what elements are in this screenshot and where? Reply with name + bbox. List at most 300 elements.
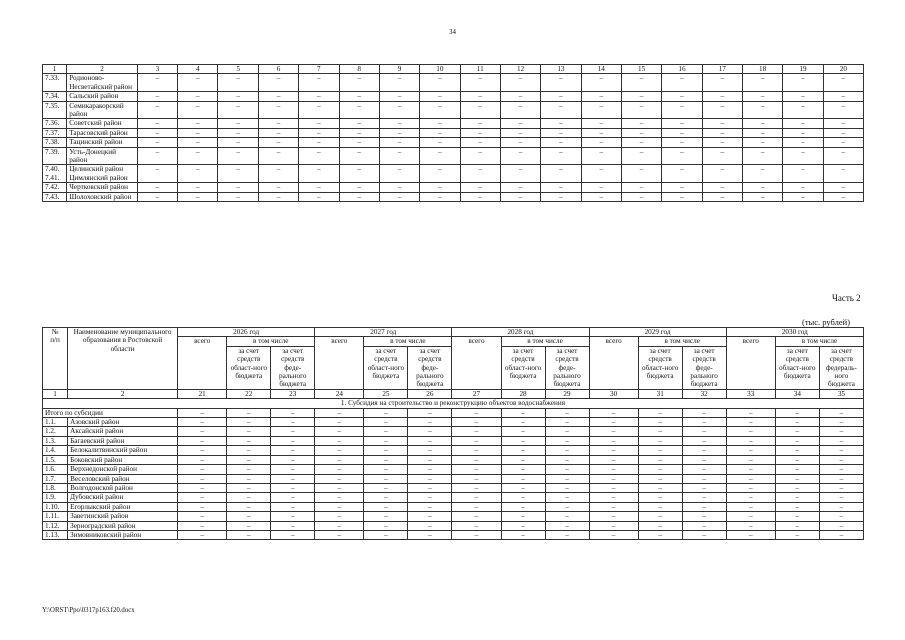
value-cell: –: [299, 128, 339, 137]
district-name: Советский район: [67, 119, 138, 128]
value-cell: –: [227, 418, 271, 427]
value-cell: –: [258, 192, 298, 201]
district-name: Азовский район: [68, 418, 178, 427]
value-cell: –: [682, 436, 726, 445]
value-cell: –: [299, 183, 339, 192]
value-cell: –: [460, 147, 500, 165]
regional-budget-header: за счет средств област-ного бюджета: [227, 346, 271, 389]
value-cell: –: [271, 455, 315, 464]
value-cell: –: [545, 418, 589, 427]
value-cell: –: [823, 183, 863, 192]
value-cell: –: [408, 436, 452, 445]
total-header: всего: [726, 337, 775, 389]
value-cell: –: [589, 483, 638, 492]
row-number: 7.38.: [43, 138, 67, 147]
value-cell: –: [581, 138, 621, 147]
col-number-cell: 1: [43, 389, 68, 398]
value-cell: –: [819, 502, 863, 511]
value-cell: –: [452, 465, 501, 474]
value-cell: –: [500, 119, 540, 128]
value-cell: –: [178, 138, 218, 147]
row-number: 1.12.: [43, 521, 68, 530]
value-cell: –: [178, 192, 218, 201]
value-cell: –: [589, 474, 638, 483]
total-header: всего: [589, 337, 638, 389]
district-name: Багаевский район: [68, 436, 178, 445]
value-cell: –: [178, 128, 218, 137]
value-cell: –: [819, 483, 863, 492]
table1-header-cell: 13: [541, 65, 581, 74]
value-cell: –: [726, 474, 775, 483]
value-cell: –: [819, 521, 863, 530]
value-cell: –: [178, 74, 218, 92]
value-cell: –: [589, 455, 638, 464]
value-cell: –: [589, 408, 638, 417]
year-header: 2030 год: [726, 328, 863, 337]
col-number-cell: 27: [452, 389, 501, 398]
value-cell: –: [452, 493, 501, 502]
value-cell: –: [364, 408, 408, 417]
value-cell: –: [178, 521, 227, 530]
value-cell: –: [460, 128, 500, 137]
value-cell: –: [137, 192, 177, 201]
table1-header-cell: 7: [299, 65, 339, 74]
value-cell: –: [315, 483, 364, 492]
regional-budget-header: за счет средств област-ного бюджета: [364, 346, 408, 389]
row-number: 7.42.: [43, 183, 67, 192]
col-number-cell: 2: [68, 389, 178, 398]
value-cell: –: [775, 512, 819, 521]
value-cell: –: [662, 119, 702, 128]
table-part-1: [42, 64, 864, 202]
value-cell: –: [638, 502, 682, 511]
value-cell: –: [364, 474, 408, 483]
value-cell: –: [178, 119, 218, 128]
table2-col-numbers: [43, 389, 864, 398]
value-cell: –: [775, 446, 819, 455]
value-cell: –: [621, 183, 661, 192]
value-cell: –: [379, 192, 419, 201]
row-number: 1.1.: [43, 418, 68, 427]
value-cell: –: [682, 483, 726, 492]
value-cell: –: [178, 165, 218, 183]
value-cell: –: [420, 74, 460, 92]
value-cell: –: [726, 502, 775, 511]
value-cell: –: [702, 101, 742, 119]
value-cell: –: [299, 92, 339, 101]
value-cell: –: [589, 436, 638, 445]
value-cell: –: [589, 493, 638, 502]
value-cell: –: [589, 418, 638, 427]
value-cell: –: [178, 427, 227, 436]
table-row: [43, 446, 864, 455]
value-cell: –: [545, 502, 589, 511]
value-cell: –: [702, 183, 742, 192]
table-part-2: [42, 327, 864, 540]
value-cell: –: [227, 446, 271, 455]
district-name: Заветинский район: [68, 512, 178, 521]
federal-budget-header: за счет средств федераль-ного бюджета: [819, 346, 863, 389]
col-number-cell: 32: [682, 389, 726, 398]
table-row: [43, 74, 864, 92]
value-cell: –: [638, 436, 682, 445]
value-cell: –: [662, 165, 702, 183]
value-cell: –: [501, 521, 545, 530]
value-cell: –: [638, 512, 682, 521]
value-cell: –: [137, 119, 177, 128]
table-row: [43, 483, 864, 492]
value-cell: –: [339, 101, 379, 119]
value-cell: –: [545, 455, 589, 464]
value-cell: –: [227, 530, 271, 539]
value-cell: –: [258, 119, 298, 128]
value-cell: –: [315, 502, 364, 511]
value-cell: –: [726, 446, 775, 455]
value-cell: –: [501, 530, 545, 539]
district-name: Сальский район: [67, 92, 138, 101]
value-cell: –: [823, 101, 863, 119]
district-name: Дубовский район: [68, 493, 178, 502]
value-cell: –: [339, 119, 379, 128]
value-cell: –: [315, 465, 364, 474]
value-cell: –: [408, 427, 452, 436]
value-cell: –: [299, 101, 339, 119]
table1-header-cell: 19: [783, 65, 823, 74]
value-cell: –: [823, 119, 863, 128]
value-cell: –: [638, 446, 682, 455]
row-number: 7.40. 7.41.: [43, 165, 67, 183]
table1-header-cell: 2: [67, 65, 138, 74]
value-cell: –: [621, 192, 661, 201]
value-cell: –: [227, 408, 271, 417]
value-cell: –: [783, 183, 823, 192]
table-row: [43, 101, 864, 119]
value-cell: –: [638, 427, 682, 436]
col-number-cell: 29: [545, 389, 589, 398]
section-title-row: [43, 399, 864, 408]
value-cell: –: [501, 446, 545, 455]
value-cell: –: [783, 101, 823, 119]
col-number-cell: 34: [775, 389, 819, 398]
value-cell: –: [541, 192, 581, 201]
value-cell: –: [218, 147, 258, 165]
value-cell: –: [218, 101, 258, 119]
value-cell: –: [621, 74, 661, 92]
value-cell: –: [682, 446, 726, 455]
value-cell: –: [682, 502, 726, 511]
value-cell: –: [339, 183, 379, 192]
value-cell: –: [823, 92, 863, 101]
value-cell: –: [227, 483, 271, 492]
value-cell: –: [783, 74, 823, 92]
in-that-header: в том числе: [227, 337, 315, 346]
value-cell: –: [258, 183, 298, 192]
value-cell: –: [420, 92, 460, 101]
value-cell: –: [501, 474, 545, 483]
value-cell: –: [589, 530, 638, 539]
table1-header-cell: 3: [137, 65, 177, 74]
value-cell: –: [621, 165, 661, 183]
value-cell: –: [315, 530, 364, 539]
value-cell: –: [638, 418, 682, 427]
value-cell: –: [178, 436, 227, 445]
table-row: [43, 408, 864, 417]
col-number-cell: 24: [315, 389, 364, 398]
value-cell: –: [271, 474, 315, 483]
value-cell: –: [742, 74, 782, 92]
value-cell: –: [545, 493, 589, 502]
row-number: 1.8.: [43, 483, 68, 492]
value-cell: –: [662, 138, 702, 147]
value-cell: –: [581, 101, 621, 119]
value-cell: –: [581, 74, 621, 92]
col-number-cell: 35: [819, 389, 863, 398]
value-cell: –: [379, 183, 419, 192]
district-name: Чертковский район: [67, 183, 138, 192]
value-cell: –: [702, 74, 742, 92]
value-cell: –: [420, 147, 460, 165]
value-cell: –: [315, 408, 364, 417]
row-number: 7.39.: [43, 147, 67, 165]
value-cell: –: [339, 138, 379, 147]
value-cell: –: [742, 165, 782, 183]
in-that-header: в том числе: [775, 337, 863, 346]
value-cell: –: [742, 92, 782, 101]
value-cell: –: [178, 101, 218, 119]
value-cell: –: [621, 101, 661, 119]
value-cell: –: [662, 92, 702, 101]
value-cell: –: [271, 436, 315, 445]
value-cell: –: [218, 92, 258, 101]
value-cell: –: [379, 101, 419, 119]
value-cell: –: [823, 74, 863, 92]
value-cell: –: [662, 183, 702, 192]
value-cell: –: [364, 446, 408, 455]
value-cell: –: [408, 446, 452, 455]
value-cell: –: [501, 436, 545, 445]
value-cell: –: [638, 408, 682, 417]
value-cell: –: [500, 138, 540, 147]
value-cell: –: [218, 192, 258, 201]
value-cell: –: [315, 455, 364, 464]
value-cell: –: [339, 147, 379, 165]
district-name: Волгодонской район: [68, 483, 178, 492]
table-row: [43, 465, 864, 474]
value-cell: –: [500, 74, 540, 92]
value-cell: –: [500, 147, 540, 165]
table2-header-row: [43, 328, 864, 337]
table-row: [43, 138, 864, 147]
value-cell: –: [315, 521, 364, 530]
value-cell: –: [500, 128, 540, 137]
value-cell: –: [726, 436, 775, 445]
value-cell: –: [178, 446, 227, 455]
table1-header-cell: 1: [43, 65, 67, 74]
value-cell: –: [726, 493, 775, 502]
district-name: Егорлыкский район: [68, 502, 178, 511]
row-number: 1.9.: [43, 493, 68, 502]
value-cell: –: [218, 183, 258, 192]
value-cell: –: [178, 147, 218, 165]
value-cell: –: [420, 128, 460, 137]
value-cell: –: [500, 192, 540, 201]
value-cell: –: [545, 436, 589, 445]
value-cell: –: [783, 92, 823, 101]
value-cell: –: [271, 408, 315, 417]
value-cell: –: [137, 138, 177, 147]
value-cell: –: [581, 128, 621, 137]
table1-header-cell: 9: [379, 65, 419, 74]
table-row: [43, 493, 864, 502]
value-cell: –: [379, 138, 419, 147]
table-row: [43, 436, 864, 445]
value-cell: –: [682, 455, 726, 464]
value-cell: –: [420, 119, 460, 128]
value-cell: –: [702, 138, 742, 147]
value-cell: –: [271, 493, 315, 502]
table-row: [43, 427, 864, 436]
value-cell: –: [500, 165, 540, 183]
value-cell: –: [452, 474, 501, 483]
value-cell: –: [227, 512, 271, 521]
district-name: Родионово-Несветайский район: [67, 74, 138, 92]
value-cell: –: [460, 101, 500, 119]
value-cell: –: [364, 418, 408, 427]
row-number: 1.11.: [43, 512, 68, 521]
value-cell: –: [819, 512, 863, 521]
value-cell: –: [271, 483, 315, 492]
value-cell: –: [420, 138, 460, 147]
value-cell: –: [137, 92, 177, 101]
value-cell: –: [742, 138, 782, 147]
value-cell: –: [218, 74, 258, 92]
value-cell: –: [227, 493, 271, 502]
value-cell: –: [420, 101, 460, 119]
table-row: [43, 128, 864, 137]
value-cell: –: [545, 521, 589, 530]
value-cell: –: [408, 483, 452, 492]
value-cell: –: [227, 521, 271, 530]
value-cell: –: [581, 119, 621, 128]
value-cell: –: [819, 446, 863, 455]
value-cell: –: [258, 138, 298, 147]
value-cell: –: [589, 502, 638, 511]
value-cell: –: [452, 418, 501, 427]
value-cell: –: [545, 512, 589, 521]
value-cell: –: [775, 455, 819, 464]
unit-label: (тыс. рублей): [802, 317, 851, 327]
value-cell: –: [178, 465, 227, 474]
value-cell: –: [589, 512, 638, 521]
row-number: 7.34.: [43, 92, 67, 101]
value-cell: –: [545, 408, 589, 417]
table1-header-cell: 11: [460, 65, 500, 74]
table1-header-row: [43, 65, 864, 74]
year-header: 2029 год: [589, 328, 726, 337]
regional-budget-header: за счет средств област-ного бюджета: [775, 346, 819, 389]
row-number: 1.3.: [43, 436, 68, 445]
value-cell: –: [299, 119, 339, 128]
value-cell: –: [638, 474, 682, 483]
value-cell: –: [819, 474, 863, 483]
value-cell: –: [682, 493, 726, 502]
value-cell: –: [726, 483, 775, 492]
value-cell: –: [299, 74, 339, 92]
value-cell: –: [775, 493, 819, 502]
value-cell: –: [178, 418, 227, 427]
value-cell: –: [420, 183, 460, 192]
table-row: [43, 92, 864, 101]
table1-header-cell: 16: [662, 65, 702, 74]
row-number: 7.36.: [43, 119, 67, 128]
value-cell: –: [819, 493, 863, 502]
value-cell: –: [775, 408, 819, 417]
value-cell: –: [702, 147, 742, 165]
value-cell: –: [783, 138, 823, 147]
value-cell: –: [137, 128, 177, 137]
value-cell: –: [271, 521, 315, 530]
federal-budget-header: за счет средств феде-рального бюджета: [408, 346, 452, 389]
value-cell: –: [258, 101, 298, 119]
section-title: 1. Субсидия на строительство и реконструкцию объектов водоснабжения: [43, 399, 864, 408]
value-cell: –: [823, 192, 863, 201]
value-cell: –: [819, 408, 863, 417]
value-cell: –: [742, 192, 782, 201]
regional-budget-header: за счет средств област-ного бюджета: [501, 346, 545, 389]
value-cell: –: [775, 427, 819, 436]
value-cell: –: [408, 418, 452, 427]
value-cell: –: [408, 408, 452, 417]
value-cell: –: [258, 128, 298, 137]
value-cell: –: [662, 147, 702, 165]
value-cell: –: [364, 530, 408, 539]
value-cell: –: [638, 455, 682, 464]
value-cell: –: [218, 165, 258, 183]
regional-budget-header: за счет средств област-ного бюджета: [638, 346, 682, 389]
total-header: всего: [315, 337, 364, 389]
federal-budget-header: за счет средств феде-рального бюджета: [545, 346, 589, 389]
col-number-cell: 33: [726, 389, 775, 398]
row-number: 1.5.: [43, 455, 68, 464]
value-cell: –: [379, 74, 419, 92]
table-row: [43, 455, 864, 464]
value-cell: –: [545, 530, 589, 539]
value-cell: –: [501, 483, 545, 492]
value-cell: –: [364, 436, 408, 445]
value-cell: –: [452, 512, 501, 521]
value-cell: –: [775, 530, 819, 539]
value-cell: –: [541, 101, 581, 119]
table-row: [43, 165, 864, 183]
value-cell: –: [682, 530, 726, 539]
value-cell: –: [339, 74, 379, 92]
value-cell: –: [452, 408, 501, 417]
col-number-cell: 21: [178, 389, 227, 398]
value-cell: –: [137, 101, 177, 119]
district-name: Тарасовский район: [67, 128, 138, 137]
value-cell: –: [775, 418, 819, 427]
value-cell: –: [379, 119, 419, 128]
col-number-cell: 31: [638, 389, 682, 398]
value-cell: –: [364, 455, 408, 464]
value-cell: –: [218, 138, 258, 147]
value-cell: –: [819, 530, 863, 539]
value-cell: –: [541, 92, 581, 101]
value-cell: –: [682, 474, 726, 483]
value-cell: –: [742, 147, 782, 165]
value-cell: –: [460, 192, 500, 201]
col-number-cell: 25: [364, 389, 408, 398]
